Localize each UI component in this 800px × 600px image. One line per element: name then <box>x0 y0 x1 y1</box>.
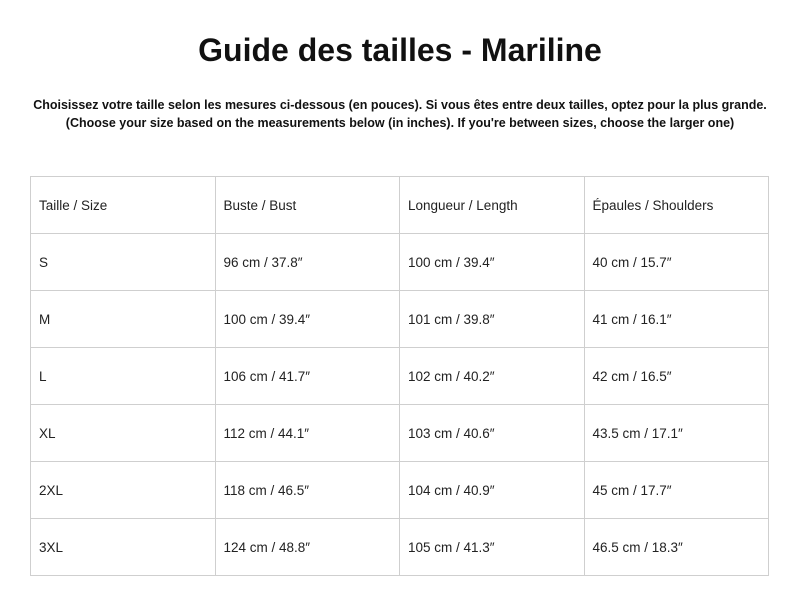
instructions-english: (Choose your size based on the measurements below (in inches). If you're between sizes, choose the larger one) <box>65 116 735 130</box>
cell-bust: 124 cm / 48.8″ <box>215 519 400 576</box>
instructions-french: Choisissez votre taille selon les mesures ci-dessous (en pouces). Si vous êtes entre deux tailles, optez pour la plus grande. <box>33 98 767 112</box>
cell-bust: 106 cm / 41.7″ <box>215 348 400 405</box>
cell-bust: 118 cm / 46.5″ <box>215 462 400 519</box>
cell-shoulders: 41 cm / 16.1″ <box>584 291 769 348</box>
cell-shoulders: 43.5 cm / 17.1″ <box>584 405 769 462</box>
table-row <box>31 462 769 519</box>
header-shoulders: Épaules / Shoulders <box>584 177 769 234</box>
table-row <box>31 519 769 576</box>
cell-shoulders: 40 cm / 15.7″ <box>584 234 769 291</box>
header-bust: Buste / Bust <box>215 177 400 234</box>
table-row <box>31 234 769 291</box>
cell-size: S <box>31 234 216 291</box>
table-row <box>31 348 769 405</box>
size-guide-instructions <box>0 96 800 132</box>
table-row <box>31 405 769 462</box>
cell-length: 103 cm / 40.6″ <box>400 405 585 462</box>
cell-bust: 96 cm / 37.8″ <box>215 234 400 291</box>
size-chart-table <box>30 176 769 576</box>
cell-size: 3XL <box>31 519 216 576</box>
cell-bust: 100 cm / 39.4″ <box>215 291 400 348</box>
cell-size: 2XL <box>31 462 216 519</box>
cell-size: M <box>31 291 216 348</box>
cell-shoulders: 42 cm / 16.5″ <box>584 348 769 405</box>
cell-length: 104 cm / 40.9″ <box>400 462 585 519</box>
cell-length: 105 cm / 41.3″ <box>400 519 585 576</box>
cell-shoulders: 45 cm / 17.7″ <box>584 462 769 519</box>
cell-size: XL <box>31 405 216 462</box>
cell-length: 100 cm / 39.4″ <box>400 234 585 291</box>
page-title: Guide des tailles - Mariline <box>198 32 602 68</box>
cell-length: 102 cm / 40.2″ <box>400 348 585 405</box>
table-header-row <box>31 177 769 234</box>
cell-size: L <box>31 348 216 405</box>
header-length: Longueur / Length <box>400 177 585 234</box>
cell-length: 101 cm / 39.8″ <box>400 291 585 348</box>
table-row <box>31 291 769 348</box>
cell-shoulders: 46.5 cm / 18.3″ <box>584 519 769 576</box>
header-size: Taille / Size <box>31 177 216 234</box>
cell-bust: 112 cm / 44.1″ <box>215 405 400 462</box>
